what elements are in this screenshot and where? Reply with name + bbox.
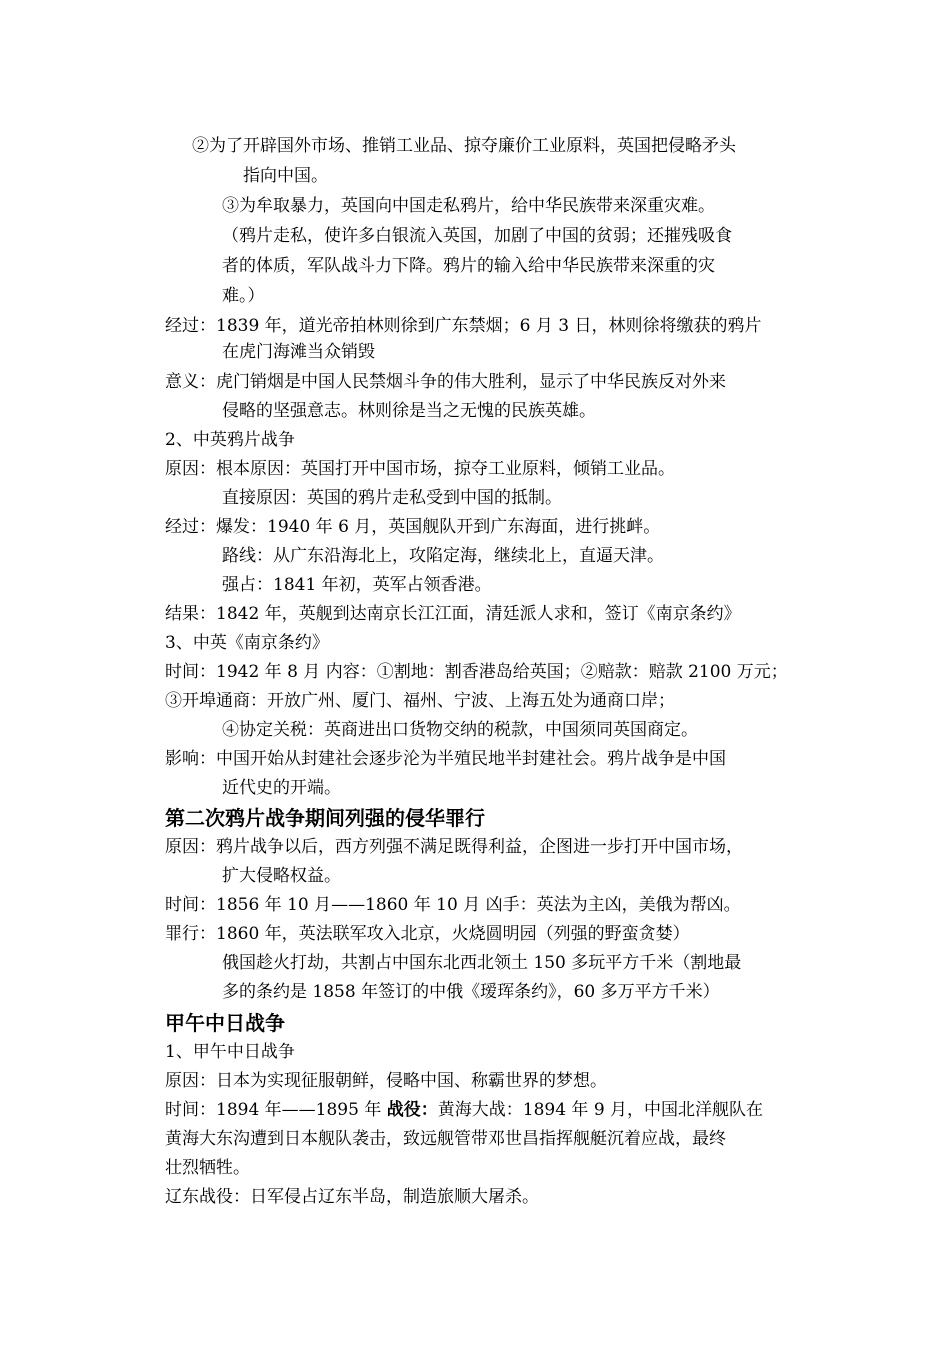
text-line: 指向中国。 (243, 166, 328, 186)
text-line: 壮烈牺牲。 (165, 1158, 250, 1178)
text-line (165, 1098, 763, 1122)
text-line: 强占：1841 年初，英军占领香港。 (222, 575, 492, 595)
section-subtitle: 1、甲午中日战争 (165, 1042, 295, 1062)
text-line: 结果：1842 年，英舰到达南京长江江面，清廷派人求和，签订《南京条约》 (165, 604, 741, 624)
battle-label: 战役： (386, 1100, 438, 1120)
text-line: 侵略的坚强意志。林则徐是当之无愧的民族英雄。 (222, 401, 596, 421)
text-span: 时间：1894 年——1895 年 (165, 1100, 387, 1120)
text-line: 意义：虎门销烟是中国人民禁烟斗争的伟大胜利，显示了中华民族反对外来 (165, 372, 726, 392)
text-line: （鸦片走私，使许多白银流入英国，加剧了中国的贫弱；还摧残吸食 (222, 226, 732, 246)
text-line: 路线：从广东沿海北上，攻陷定海，继续北上，直逼天津。 (222, 546, 664, 566)
text-line: 原因：根本原因：英国打开中国市场，掠夺工业原料，倾销工业品。 (165, 459, 675, 479)
text-line: 扩大侵略权益。 (222, 866, 341, 886)
text-line: 辽东战役：日军侵占辽东半岛，制造旅顺大屠杀。 (165, 1187, 539, 1207)
text-line: 影响：中国开始从封建社会逐步沦为半殖民地半封建社会。鸦片战争是中国 (165, 749, 726, 769)
text-line: 经过：1839 年，道光帝拍林则徐到广东禁烟；6 月 3 日，林则徐将缴获的鸦片 (165, 316, 762, 336)
text-line: 时间：1942 年 8 月 内容：①割地：割香港岛给英国；②赔款：赔款 2100 万元； (165, 662, 788, 682)
text-line: 罪行：1860 年，英法联军攻入北京，火烧圆明园（列强的野蛮贪婪） (165, 924, 690, 944)
text-line: ③为牟取暴力，英国向中国走私鸦片，给中华民族带来深重灾难。 (222, 196, 715, 216)
section-subtitle: 3、中英《南京条约》 (165, 633, 329, 653)
text-line: 难。） (222, 286, 265, 306)
text-span: 黄海大战：1894 年 9 月，中国北洋舰队在 (437, 1100, 764, 1120)
text-line: 近代史的开端。 (222, 778, 341, 798)
section-heading: 第二次鸦片战争期间列强的侵华罪行 (165, 806, 485, 830)
text-line: ④协定关税：英商进出口货物交纳的税款，中国须同英国商定。 (222, 720, 698, 740)
text-line: 原因：鸦片战争以后，西方列强不满足既得利益，企图进一步打开中国市场， (165, 837, 743, 857)
text-line: 者的体质，军队战斗力下降。鸦片的输入给中华民族带来深重的灾 (222, 256, 715, 276)
text-line: 多的条约是 1858 年签订的中俄《瑷珲条约》，60 多万平方千米） (222, 982, 720, 1002)
text-line: 俄国趁火打劫，共割占中国东北西北领土 150 多玩平方千米（割地最 (222, 953, 742, 973)
text-line: 原因：日本为实现征服朝鲜，侵略中国、称霸世界的梦想。 (165, 1071, 607, 1091)
text-line: 时间：1856 年 10 月——1860 年 10 月 凶手：英法为主凶，美俄为帮凶。 (165, 895, 741, 915)
text-line: 在虎门海滩当众销毁 (222, 342, 375, 362)
section-heading: 甲午中日战争 (165, 1011, 285, 1035)
text-line: 经过：爆发：1940 年 6 月，英国舰队开到广东海面，进行挑衅。 (165, 517, 661, 537)
text-line: ③开埠通商：开放广州、厦门、福州、宁波、上海五处为通商口岸； (165, 691, 675, 711)
text-line: ②为了开辟国外市场、推销工业品、掠夺廉价工业原料，英国把侵略矛头 (192, 136, 736, 156)
section-subtitle: 2、中英鸦片战争 (165, 430, 295, 450)
text-line: 黄海大东沟遭到日本舰队袭击，致远舰管带邓世昌指挥舰艇沉着应战，最终 (165, 1129, 726, 1149)
text-line: 直接原因：英国的鸦片走私受到中国的抵制。 (222, 488, 562, 508)
